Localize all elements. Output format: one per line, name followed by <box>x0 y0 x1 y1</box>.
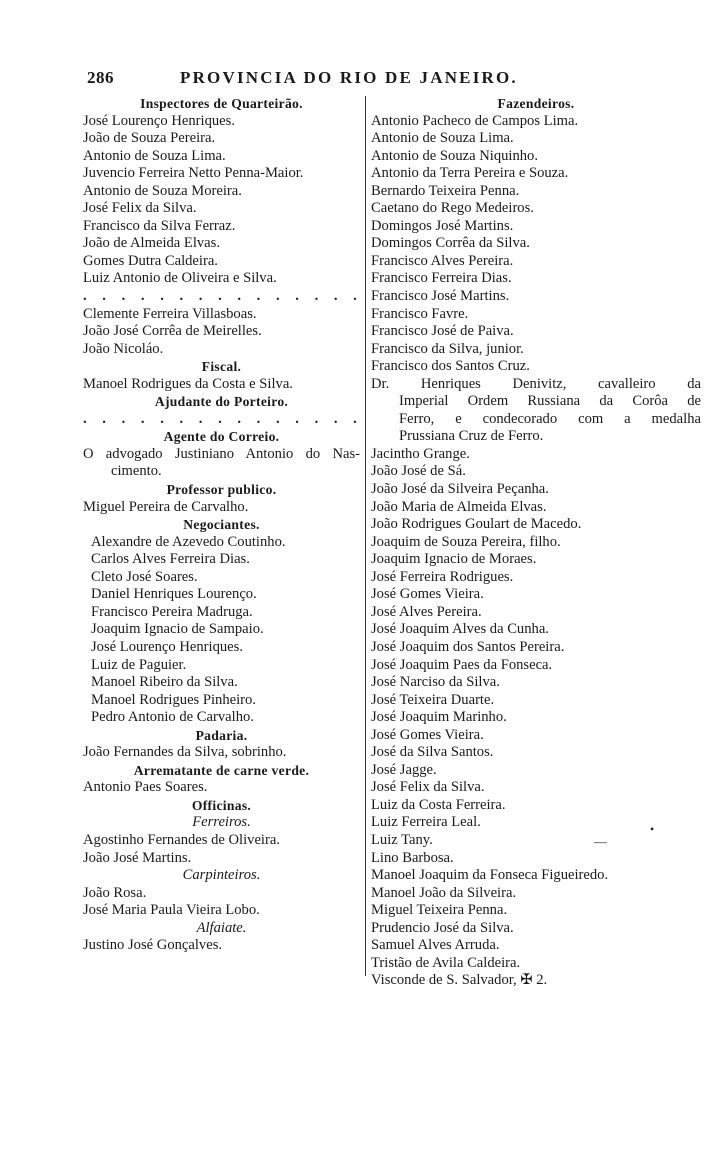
entry-line: José Jagge. <box>371 761 437 778</box>
entry-line: Francisco da Silva, junior. <box>371 340 524 357</box>
entry-line: Francisco Favre. <box>371 305 469 322</box>
entry-line: João José da Silveira Peçanha. <box>371 481 549 498</box>
entry-line: Daniel Henriques Lourenço. <box>91 586 257 603</box>
entry-line: Gomes Dutra Caldeira. <box>83 252 218 269</box>
section-heading: Arrematante de carne verde. <box>133 762 310 778</box>
entry-line: Joaquim Ignacio de Sampaio. <box>91 621 264 638</box>
entry-line: Agostinho Fernandes de Oliveira. <box>83 831 280 848</box>
entry-line: João José Martins. <box>83 849 192 866</box>
entry-line: Francisco José de Paiva. <box>371 323 514 340</box>
entry-line: Joaquim Ignacio de Moraes. <box>371 551 537 568</box>
entry-line: Antonio de Souza Lima. <box>371 130 514 147</box>
entry-line: Francisco José Martins. <box>371 288 510 305</box>
entry-continuation: Ferro, e condecorado com a medalha <box>399 410 701 427</box>
entry-line: Manoel João da Silveira. <box>371 884 517 901</box>
entry-line: Antonio Pacheco de Campos Lima. <box>371 112 579 129</box>
entry-line: Caetano do Rego Medeiros. <box>371 200 534 217</box>
entry-line: José Felix da Silva. <box>371 779 485 796</box>
entry-line: Antonio Paes Soares. <box>83 779 208 796</box>
entry-line: O advogado Justiniano Antonio do Nas- <box>83 445 360 462</box>
entry-line: Manoel Ribeiro da Silva. <box>91 674 238 691</box>
entry-line: Francisco Ferreira Dias. <box>371 270 512 287</box>
entry-line: Francisco Alves Pereira. <box>371 252 514 269</box>
left-column <box>83 95 363 955</box>
entry-line: Alexandre de Azevedo Coutinho. <box>91 533 286 550</box>
entry-line: Bernardo Teixeira Penna. <box>371 182 520 199</box>
ink-dash: — <box>594 834 607 849</box>
entry-line: Samuel Alves Arruda. <box>371 937 500 954</box>
entry-line: José da Silva Santos. <box>371 744 494 761</box>
entry-line: José Gomes Vieira. <box>371 726 484 743</box>
ink-mark: • <box>650 822 655 836</box>
entry-line: Luiz de Paguier. <box>91 656 187 673</box>
entry-line: João Fernandes da Silva, sobrinho. <box>83 744 287 761</box>
entry-line: Luiz Ferreira Leal. <box>371 814 481 831</box>
section-heading: Negociantes. <box>183 517 260 533</box>
entry-line: José Narciso da Silva. <box>371 674 500 691</box>
entry-line: Tristão de Avila Caldeira. <box>371 954 521 971</box>
entry-line: José Felix da Silva. <box>83 200 197 217</box>
entry-line: José Joaquim Alves da Cunha. <box>371 621 549 638</box>
entry-line: Manoel Rodrigues da Costa e Silva. <box>83 375 293 392</box>
page-number: 286 <box>87 68 114 87</box>
entry-line: José Ferreira Rodrigues. <box>371 568 514 585</box>
entry-line: Francisco dos Santos Cruz. <box>371 358 530 375</box>
entry-line: João José de Sá. <box>371 463 466 480</box>
section-heading: Agente do Correio. <box>163 429 280 445</box>
entry-line: Juvencio Ferreira Netto Penna-Maior. <box>83 165 304 182</box>
entry-line: Cleto José Soares. <box>91 568 198 585</box>
entry-line: João Nicoláo. <box>83 340 164 357</box>
column-rule <box>365 96 366 976</box>
entry-line: José Lourenço Henriques. <box>83 112 235 129</box>
entry-line: Domingos José Martins. <box>371 217 514 234</box>
entry-line: Manoel Joaquim da Fonseca Figueiredo. <box>371 867 609 884</box>
entry-line: Dr. Henriques Denivitz, cavalleiro da <box>371 375 701 392</box>
entry-line: José Joaquim Marinho. <box>371 709 507 726</box>
section-subheading: Ferreiros. <box>192 814 251 831</box>
entry-line: Luiz da Costa Ferreira. <box>371 796 506 813</box>
entry-line: Antonio de Souza Moreira. <box>83 182 242 199</box>
entry-continuation: cimento. <box>111 463 162 480</box>
section-heading: Professor publico. <box>166 482 277 498</box>
entry-line: Prudencio José da Silva. <box>371 919 514 936</box>
ellipsis-row: . . . . . . . . . . . . . . . <box>83 288 363 305</box>
entry-line: José Gomes Vieira. <box>371 586 484 603</box>
entry-line: João Rosa. <box>83 884 147 901</box>
entry-line: Antonio de Souza Lima. <box>83 147 226 164</box>
entry-line: Francisco da Silva Ferraz. <box>83 217 236 234</box>
section-heading: Officinas. <box>191 797 252 813</box>
entry-line: Clemente Ferreira Villasboas. <box>83 305 257 322</box>
entry-line: João de Almeida Elvas. <box>83 235 220 252</box>
entry-line: Manoel Rodrigues Pinheiro. <box>91 691 256 708</box>
section-heading: Inspectores de Quarteirão. <box>140 96 303 111</box>
entry-line: Pedro Antonio de Carvalho. <box>91 709 254 726</box>
entry-line: José Joaquim dos Santos Pereira. <box>371 638 565 655</box>
section-subheading: Carpinteiros. <box>182 867 261 884</box>
entry-line: João de Souza Pereira. <box>83 130 216 147</box>
section-heading: Fiscal. <box>201 359 242 375</box>
entry-line: Luiz Antonio de Oliveira e Silva. <box>83 270 277 287</box>
entry-line: Miguel Pereira de Carvalho. <box>83 498 249 515</box>
entry-line: João José Corrêa de Meirelles. <box>83 323 262 340</box>
entry-line: Domingos Corrêa da Silva. <box>371 235 530 252</box>
section-heading: Fazendeiros. <box>497 96 575 111</box>
entry-line: Miguel Teixeira Penna. <box>371 902 508 919</box>
entry-line: José Lourenço Henriques. <box>91 638 243 655</box>
ellipsis-row: . . . . . . . . . . . . . . . <box>83 410 363 427</box>
entry-line: Antonio da Terra Pereira e Souza. <box>371 165 569 182</box>
entry-line: Lino Barbosa. <box>371 849 454 866</box>
section-subheading: Alfaiate. <box>196 919 247 936</box>
entry-line: José Maria Paula Vieira Lobo. <box>83 902 260 919</box>
entry-line: José Joaquim Paes da Fonseca. <box>371 656 553 673</box>
entry-line: Luiz Tany. <box>371 831 433 848</box>
section-heading: Padaria. <box>195 727 248 743</box>
right-column <box>371 95 701 990</box>
entry-line: Antonio de Souza Niquinho. <box>371 147 539 164</box>
section-heading: Ajudante do Porteiro. <box>154 394 289 410</box>
entry-line: Visconde de S. Salvador, ✠ 2. <box>371 972 548 989</box>
entry-line: Carlos Alves Ferreira Dias. <box>91 551 250 568</box>
entry-line: Joaquim de Souza Pereira, filho. <box>371 533 561 550</box>
entry-line: José Alves Pereira. <box>371 603 482 620</box>
entry-line: José Teixeira Duarte. <box>371 691 495 708</box>
running-title: PROVINCIA DO RIO DE JANEIRO. <box>180 68 518 87</box>
entry-line: João Rodrigues Goulart de Macedo. <box>371 516 582 533</box>
entry-line: Francisco Pereira Madruga. <box>91 603 253 620</box>
entry-line: João Maria de Almeida Elvas. <box>371 498 547 515</box>
entry-line: Jacintho Grange. <box>371 445 470 462</box>
entry-line: Justino José Gonçalves. <box>83 937 223 954</box>
entry-continuation: Prussiana Cruz de Ferro. <box>399 428 544 445</box>
entry-continuation: Imperial Ordem Russiana da Corôa de <box>399 393 701 410</box>
